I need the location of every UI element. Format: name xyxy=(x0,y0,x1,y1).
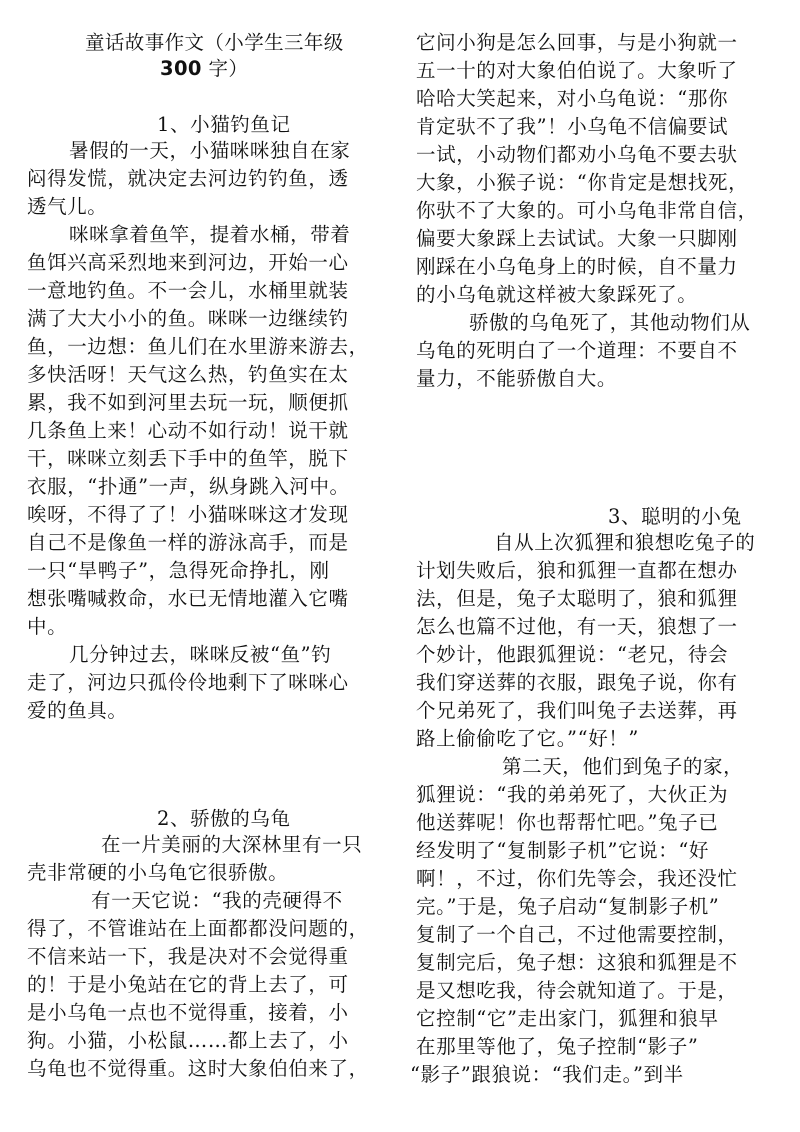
story-1-line: 闷得发慌，就决定去河边钓钓鱼，透 xyxy=(27,167,349,190)
story-1-line: 干，咪咪立刻丢下手中的鱼竿，脱下 xyxy=(27,447,349,470)
story-3-line: 是又想吃我，待会就知道了。于是， xyxy=(416,979,738,1002)
story-1-line: 鱼，一边想：鱼儿们在水里游来游去， xyxy=(27,335,369,358)
story-1-line: 暑假的一天，小猫咪咪独自在家 xyxy=(69,139,351,162)
story-2-line: 壳非常硬的小乌龟它很骄傲。 xyxy=(27,861,289,884)
story-2-line: 在一片美丽的大深林里有一只 xyxy=(101,833,363,856)
story-2-line: 是小乌龟一点也不觉得重，接着，小 xyxy=(27,1001,349,1024)
story-3-line: 它控制“它”走出家门，狐狸和狼早 xyxy=(416,1007,719,1030)
story-2-line: 你驮不了大象的。可小乌龟非常自信， xyxy=(416,199,758,222)
story-3-line: 个兄弟死了，我们叫兔子去送葬，再 xyxy=(416,699,738,722)
story-2-line: 大象，小猴子说：“你肯定是想找死， xyxy=(416,171,749,194)
story-1-line: 自己不是像鱼一样的游泳高手，而是 xyxy=(27,531,349,554)
story-2-line: 乌龟的死明白了一个道理：不要自不 xyxy=(416,339,738,362)
story-2-line: 偏要大象踩上去试试。大象一只脚刚 xyxy=(416,227,738,250)
story-3-line: 复制了一个自己，不过他需要控制， xyxy=(416,923,738,946)
story-3-line: 自从上次狐狸和狼想吃兔子的 xyxy=(494,531,756,554)
story-2-line: 刚踩在小乌龟身上的时候，自不量力 xyxy=(416,255,738,278)
story-2-line: 的！于是小兔站在它的背上去了，可 xyxy=(27,973,349,996)
story-2-line: 乌龟也不觉得重。这时大象伯伯来了， xyxy=(27,1057,369,1080)
story-3-line: 法，但是，兔子太聪明了，狼和狐狸 xyxy=(416,587,738,610)
story-2-line: 不信来站一下，我是决对不会觉得重 xyxy=(27,945,349,968)
story-2-line: 肯定驮不了我”！小乌龟不信偏要试 xyxy=(416,115,729,138)
story-1-line: 一只“旱鸭子”，急得死命挣扎，刚 xyxy=(27,559,330,582)
story-1-line: 多快活呀！天气这么热，钓鱼实在太 xyxy=(27,363,349,386)
title-unit: 字） xyxy=(201,57,249,80)
story-1-line: 爱的鱼具。 xyxy=(27,699,128,722)
story-3-line: 路上偷偷吃了它。”“好！” xyxy=(416,727,639,750)
story-1-line: 衣服，“扑通”一声，纵身跳入河中。 xyxy=(27,475,350,498)
story-2-line: 它问小狗是怎么回事，与是小狗就一 xyxy=(416,31,738,54)
story-1-line: 透气儿。 xyxy=(27,195,108,218)
story-3-line: “影子”跟狼说：“我们走。”到半 xyxy=(410,1063,684,1086)
story-1-line: 鱼饵兴高采烈地来到河边，开始一心 xyxy=(27,251,349,274)
document-title-line-2 xyxy=(160,55,248,83)
story-2-heading: 2、骄傲的乌龟 xyxy=(157,807,291,830)
story-1-line: 几条鱼上来！心动不如行动！说干就 xyxy=(27,419,349,442)
story-3-line: 我们穿送葬的衣服，跟兔子说，你有 xyxy=(416,671,738,694)
story-3-line: 在那里等他了，兔子控制“影子” xyxy=(416,1035,699,1058)
document-title-line-1: 童话故事作文（小学生三年级 xyxy=(85,31,344,54)
story-1-line: 想张嘴喊救命，水已无情地灌入它嘴 xyxy=(27,587,349,610)
story-2-line: 得了，不管谁站在上面都都没问题的， xyxy=(27,917,369,940)
story-3-line: 完。”于是，兔子启动“复制影子机” xyxy=(416,895,720,918)
story-3-line: 经发明了“复制影子机”它说：“好 xyxy=(416,839,710,862)
story-3-line: 个妙计，他跟狐狸说：“老兄，待会 xyxy=(416,643,729,666)
story-1-line: 中。 xyxy=(27,615,68,638)
story-1-line: 满了大大小小的鱼。咪咪一边继续钓 xyxy=(27,307,349,330)
story-1-line: 走了，河边只孤伶伶地剩下了咪咪心 xyxy=(27,671,349,694)
story-1-line: 咪咪拿着鱼竿，提着水桶，带着 xyxy=(69,223,351,246)
story-2-line: 哈哈大笑起来，对小乌龟说：“那你 xyxy=(416,87,729,110)
story-2-line: 狗。小猫，小松鼠……都上去了，小 xyxy=(27,1029,349,1052)
story-2-line: 一试，小动物们都劝小乌龟不要去驮 xyxy=(416,143,738,166)
story-3-line: 计划失败后，狼和狐狸一直都在想办 xyxy=(416,559,738,582)
story-3-line: 他送葬呢！你也帮帮忙吧。”兔子已 xyxy=(416,811,719,834)
story-2-line: 量力，不能骄傲自大。 xyxy=(416,367,618,390)
story-3-line: 啊！，不过，你们先等会，我还没忙 xyxy=(416,867,738,890)
story-2-line: 五一十的对大象伯伯说了。大象听了 xyxy=(416,59,738,82)
story-3-line: 怎么也篇不过他，有一天，狼想了一 xyxy=(416,615,738,638)
story-1-line: 一意地钓鱼。不一会儿，水桶里就装 xyxy=(27,279,349,302)
story-1-line: 唉呀，不得了了！小猫咪咪这才发现 xyxy=(27,503,349,526)
story-2-line: 骄傲的乌龟死了，其他动物们从 xyxy=(469,311,751,334)
story-1-line: 累，我不如到河里去玩一玩，顺便抓 xyxy=(27,391,349,414)
story-1-line: 几分钟过去，咪咪反被“鱼”钓 xyxy=(69,643,332,666)
story-3-line: 第二天，他们到兔子的家， xyxy=(502,755,744,778)
story-2-line: 的小乌龟就这样被大象踩死了。 xyxy=(416,283,698,306)
story-2-line: 有一天它说：“我的壳硬得不 xyxy=(91,889,343,912)
story-3-line: 复制完后，兔子想：这狼和狐狸是不 xyxy=(416,951,738,974)
story-1-heading: 1、小猫钓鱼记 xyxy=(157,113,291,136)
story-3-line: 狐狸说：“我的弟弟死了，大伙正为 xyxy=(416,783,729,806)
title-grade-count: 300 xyxy=(160,57,202,80)
story-3-heading: 3、聪明的小兔 xyxy=(608,505,742,528)
